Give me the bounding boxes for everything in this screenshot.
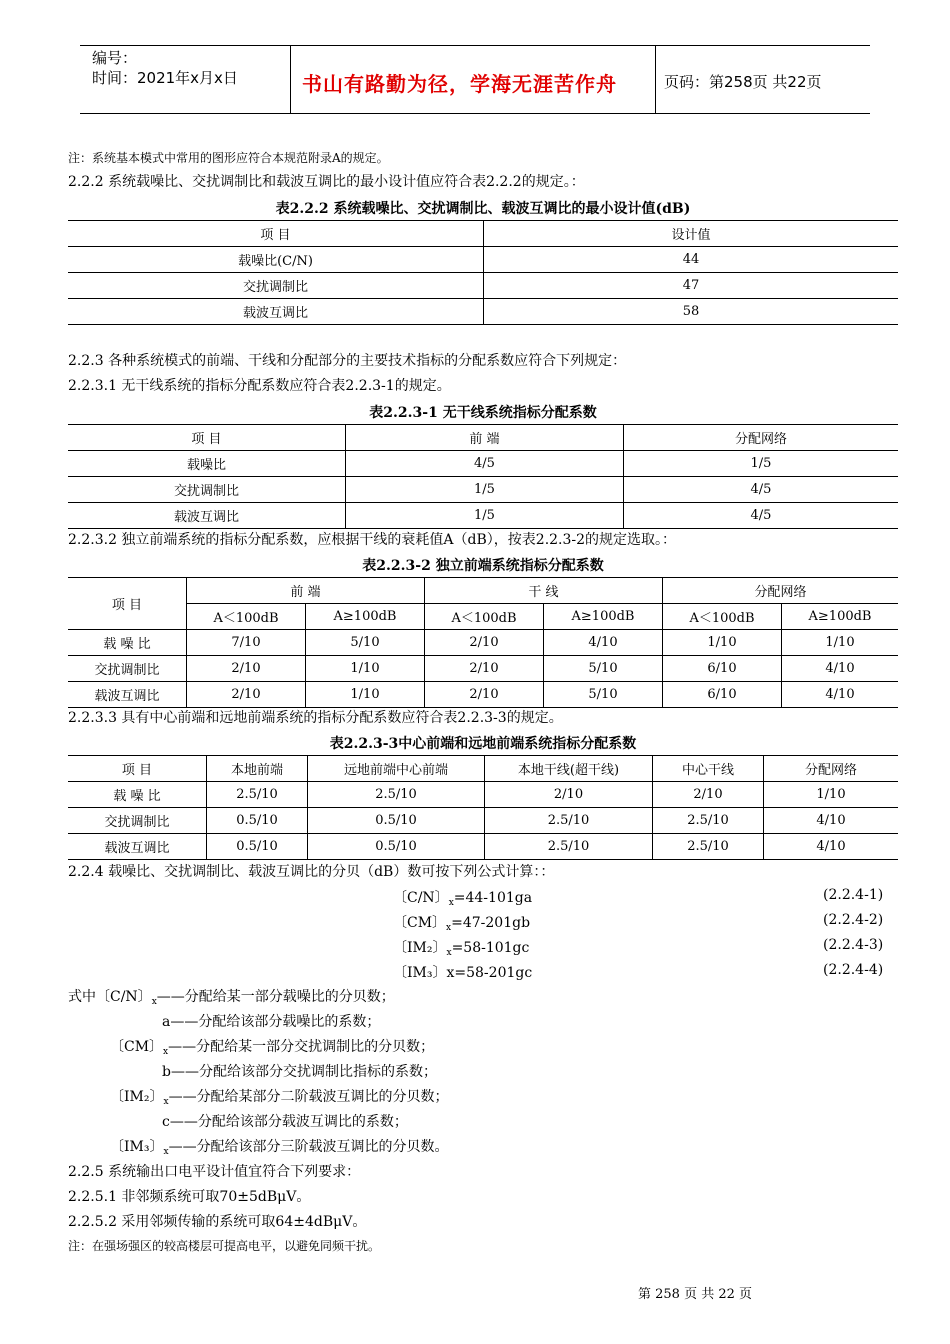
- cell: 4/10: [764, 808, 899, 834]
- formula-lhs: 〔IM₃〕: [393, 965, 447, 981]
- cell: 4/10: [782, 656, 899, 682]
- cell: 1/10: [306, 656, 425, 682]
- cell: 5/10: [544, 682, 663, 708]
- row-value: 47: [484, 273, 899, 299]
- def-sub: x: [163, 1097, 169, 1107]
- definition: [68, 987, 395, 1012]
- def-term: a: [162, 1014, 171, 1030]
- para-2-2-5-1: 2.2.5.1 非邻频系统可取70±5dBμV。: [68, 1189, 311, 1205]
- table-header-row: [68, 756, 898, 782]
- row-label: 交扰调制比: [68, 477, 346, 503]
- header-number: 编号：: [92, 49, 138, 67]
- cell: 7/10: [187, 630, 306, 656]
- cell: 4/10: [544, 630, 663, 656]
- cell: 2/10: [425, 656, 544, 682]
- cell: 4/10: [764, 834, 899, 860]
- table-header-row: [68, 425, 898, 451]
- cell: 4/10: [782, 682, 899, 708]
- header-top-rule: [80, 45, 870, 46]
- table-2-2-3-2-caption: 表2.2.3-2 独立前端系统指标分配系数: [362, 558, 604, 574]
- table-row: [68, 299, 898, 325]
- row-label: 载波互调比: [68, 299, 484, 325]
- page-footer: 第 258 页 共 22 页: [638, 1287, 753, 1302]
- table-header-row: [68, 578, 898, 604]
- def-sub: x: [163, 1047, 169, 1057]
- table-2-2-3-2: [68, 577, 898, 708]
- para-2-2-4: 2.2.4 载噪比、交扰调制比、载波互调比的分贝（dB）数可按下列公式计算：：: [68, 864, 555, 880]
- cell: 2/10: [187, 682, 306, 708]
- row-label: 载波互调比: [68, 834, 207, 860]
- formula-rhs: =58-101gc: [451, 940, 530, 956]
- cell: 2/10: [485, 782, 653, 808]
- group-header-frontend: 前 端: [187, 578, 425, 604]
- def-text: ——分配给该部分载噪比的系数；: [170, 1014, 381, 1030]
- table-row: [68, 247, 898, 273]
- cell: 1/5: [624, 451, 899, 477]
- def-term: 〔IM₃〕: [110, 1139, 164, 1155]
- formula-rhs: =44-101ga: [453, 890, 533, 906]
- cell: 2.5/10: [653, 808, 764, 834]
- def-text: ——分配给某一部分载噪比的分贝数；: [156, 989, 395, 1005]
- para-2-2-3-3: 2.2.3.3 具有中心前端和远地前端系统的指标分配系数应符合表2.2.3-3的规定。: [68, 710, 563, 726]
- note-level: 注：在强场强区的较高楼层可提高电平，以避免同频干扰。: [68, 1239, 381, 1253]
- formula-4: [393, 962, 532, 983]
- header-motto: 书山有路勤为径，学海无涯苦作舟: [302, 72, 617, 96]
- sub-header: A≥100dB: [544, 604, 663, 630]
- header-bottom-rule: [80, 113, 870, 114]
- formula-number: (2.2.4-4): [823, 962, 884, 978]
- cell: 1/10: [764, 782, 899, 808]
- table-2-2-3-3: [68, 755, 898, 860]
- row-label: 载 噪 比: [68, 630, 187, 656]
- formula-sub: x: [446, 923, 452, 933]
- formula-2: [393, 912, 530, 933]
- header-time: 时间：2021年x月x日: [92, 69, 238, 87]
- formula-number: (2.2.4-3): [823, 937, 884, 953]
- cell: 1/10: [782, 630, 899, 656]
- sub-header: A＜100dB: [187, 604, 306, 630]
- para-2-2-5: 2.2.5 系统输出口电平设计值宜符合下列要求：: [68, 1164, 361, 1180]
- cell: 2.5/10: [485, 834, 653, 860]
- header-divider: [290, 45, 291, 113]
- table-row: [68, 656, 898, 682]
- table-subheader-row: [68, 604, 898, 630]
- row-label: 载噪比(C/N): [68, 247, 484, 273]
- def-term: 式中〔C/N〕: [68, 989, 152, 1005]
- formula-number: (2.2.4-2): [823, 912, 884, 928]
- def-term: 〔CM〕: [110, 1039, 164, 1055]
- cell: 6/10: [663, 656, 782, 682]
- header-divider: [655, 45, 656, 113]
- table-row: [68, 503, 898, 529]
- def-text: ——分配给该部分载波互调比的系数；: [169, 1114, 408, 1130]
- formula-sub: x: [448, 898, 454, 908]
- formula-number: (2.2.4-1): [823, 887, 884, 903]
- table-row: [68, 273, 898, 299]
- definition: [162, 1012, 380, 1037]
- cell: 4/5: [346, 451, 624, 477]
- row-label: 载 噪 比: [68, 782, 207, 808]
- row-label: 交扰调制比: [68, 273, 484, 299]
- formula-lhs: 〔CM〕: [393, 915, 447, 931]
- para-2-2-2: 2.2.2 系统载噪比、交扰调制比和载波互调比的最小设计值应符合表2.2.2的规定。：: [68, 174, 585, 190]
- cell: 2/10: [425, 630, 544, 656]
- col-header: 本地干线(超干线): [485, 756, 653, 782]
- table-header-row: [68, 221, 898, 247]
- cell: 6/10: [663, 682, 782, 708]
- cell: 1/5: [346, 503, 624, 529]
- def-sub: x: [151, 997, 157, 1007]
- table-row: [68, 630, 898, 656]
- formula-1: [393, 887, 532, 908]
- table-2-2-2-caption: 表2.2.2 系统载噪比、交扰调制比、载波互调比的最小设计值(dB): [275, 201, 691, 217]
- row-value: 44: [484, 247, 899, 273]
- group-header-trunk: 干 线: [425, 578, 663, 604]
- cell: 2.5/10: [308, 782, 485, 808]
- table-2-2-3-1: [68, 424, 898, 529]
- col-header-distribution: 分配网络: [624, 425, 899, 451]
- cell: 0.5/10: [207, 834, 308, 860]
- table-2-2-3-3-caption: 表2.2.3-3中心前端和远地前端系统指标分配系数: [329, 736, 637, 752]
- col-header-value: 设计值: [484, 221, 899, 247]
- definition: [110, 1137, 449, 1162]
- def-text: ——分配给该部分交扰调制比指标的系数；: [170, 1064, 437, 1080]
- group-header-distribution: 分配网络: [663, 578, 899, 604]
- formula-sub: x: [446, 948, 452, 958]
- formula-lhs: 〔IM₂〕: [393, 940, 447, 956]
- table-row: [68, 682, 898, 708]
- def-text: ——分配给该部分三阶载波互调比的分贝数。: [168, 1139, 449, 1155]
- col-header: 远地前端中心前端: [308, 756, 485, 782]
- table-row: [68, 477, 898, 503]
- row-label: 交扰调制比: [68, 656, 187, 682]
- formula-lhs: 〔C/N〕: [393, 890, 449, 906]
- sub-header: A＜100dB: [425, 604, 544, 630]
- cell: 2.5/10: [485, 808, 653, 834]
- col-header-item: 项 目: [68, 578, 187, 630]
- cell: 1/10: [306, 682, 425, 708]
- cell: 2/10: [653, 782, 764, 808]
- para-2-2-3-1: 2.2.3.1 无干线系统的指标分配系数应符合表2.2.3-1的规定。: [68, 378, 451, 394]
- col-header-item: 项 目: [68, 221, 484, 247]
- cell: 4/5: [624, 503, 899, 529]
- definition: [110, 1087, 449, 1112]
- para-2-2-3-2: 2.2.3.2 独立前端系统的指标分配系数，应根据干线的衰耗值A（dB），按表2.2.3-2的规定选取。：: [68, 532, 677, 548]
- def-text: ——分配给某一部分交扰调制比的分贝数；: [168, 1039, 435, 1055]
- col-header: 本地前端: [207, 756, 308, 782]
- cell: 4/5: [624, 477, 899, 503]
- note-appendix: 注：系统基本模式中常用的图形应符合本规范附录A的规定。: [68, 151, 389, 165]
- col-header-item: 项 目: [68, 425, 346, 451]
- def-text: ——分配给某部分二阶载波互调比的分贝数；: [168, 1089, 449, 1105]
- table-row: [68, 834, 898, 860]
- cell: 0.5/10: [308, 808, 485, 834]
- row-label: 载波互调比: [68, 503, 346, 529]
- row-label: 交扰调制比: [68, 808, 207, 834]
- formula-rhs: x=58-201gc: [446, 965, 533, 981]
- formula-rhs: =47-201gb: [451, 915, 531, 931]
- cell: 2.5/10: [207, 782, 308, 808]
- def-term: 〔IM₂〕: [110, 1089, 164, 1105]
- sub-header: A≥100dB: [306, 604, 425, 630]
- row-label: 载波互调比: [68, 682, 187, 708]
- definition: [162, 1112, 408, 1137]
- cell: 2.5/10: [653, 834, 764, 860]
- definition: [110, 1037, 434, 1062]
- formula-3: [393, 937, 529, 958]
- col-header: 分配网络: [764, 756, 899, 782]
- cell: 0.5/10: [308, 834, 485, 860]
- para-2-2-3: 2.2.3 各种系统模式的前端、干线和分配部分的主要技术指标的分配系数应符合下列规定：: [68, 353, 627, 369]
- cell: 5/10: [544, 656, 663, 682]
- cell: 1/10: [663, 630, 782, 656]
- col-header: 项 目: [68, 756, 207, 782]
- para-2-2-5-2: 2.2.5.2 采用邻频传输的系统可取64±4dBμV。: [68, 1214, 367, 1230]
- table-row: [68, 808, 898, 834]
- sub-header: A≥100dB: [782, 604, 899, 630]
- cell: 0.5/10: [207, 808, 308, 834]
- col-header-frontend: 前 端: [346, 425, 624, 451]
- row-label: 载噪比: [68, 451, 346, 477]
- cell: 2/10: [187, 656, 306, 682]
- def-sub: x: [163, 1147, 169, 1157]
- def-term: c: [162, 1114, 170, 1130]
- cell: 2/10: [425, 682, 544, 708]
- table-row: [68, 782, 898, 808]
- def-term: b: [162, 1064, 171, 1080]
- table-2-2-3-1-caption: 表2.2.3-1 无干线系统指标分配系数: [369, 405, 597, 421]
- table-row: [68, 451, 898, 477]
- header-page-label: 页码：第258页 共22页: [664, 73, 822, 91]
- table-2-2-2: [68, 220, 898, 325]
- definition: [162, 1062, 437, 1087]
- cell: 1/5: [346, 477, 624, 503]
- sub-header: A＜100dB: [663, 604, 782, 630]
- row-value: 58: [484, 299, 899, 325]
- cell: 5/10: [306, 630, 425, 656]
- col-header: 中心干线: [653, 756, 764, 782]
